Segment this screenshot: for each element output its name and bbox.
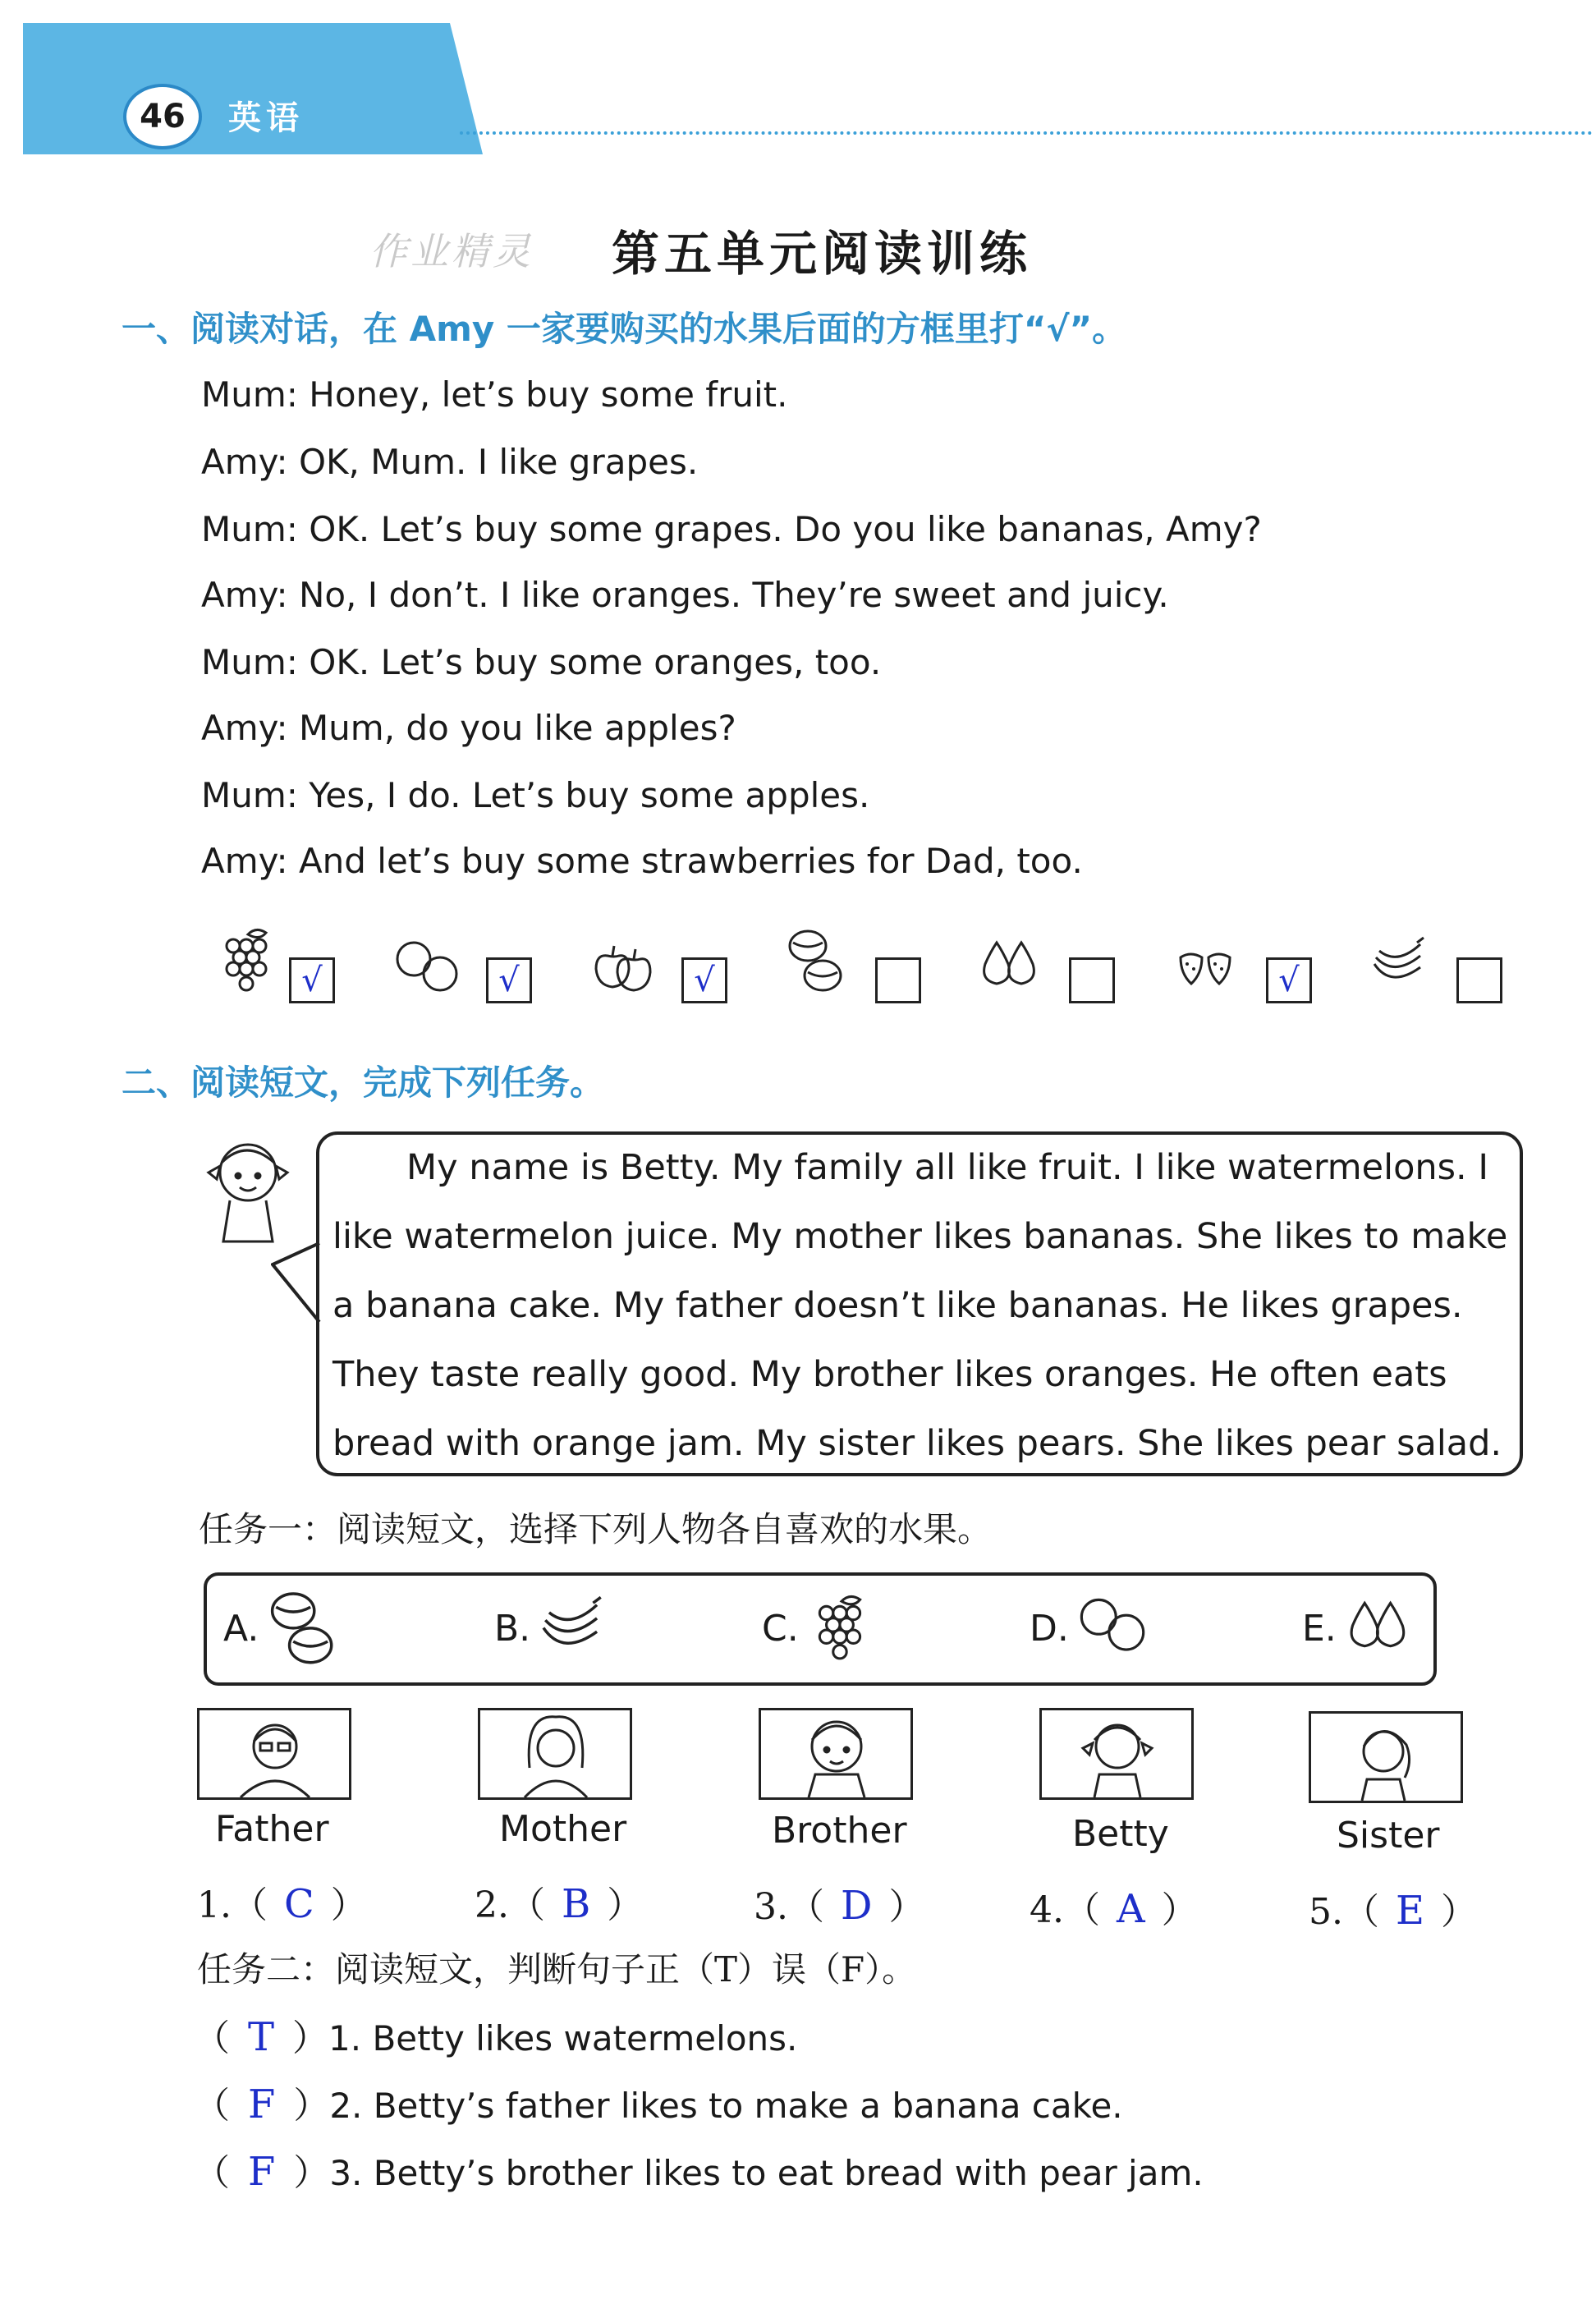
tf-answer[interactable]: F [248, 2081, 276, 2127]
check-box[interactable] [875, 957, 921, 1003]
answer-text: B [561, 1881, 591, 1927]
tf-item: （ F ）2. Betty’s father likes to make a banana cake. [194, 2081, 1123, 2127]
option-label: B. [494, 1608, 531, 1650]
bananas-icon [1368, 931, 1432, 1002]
passage-line: a banana cake. My father doesn’t like bananas. He likes grapes. [332, 1285, 1463, 1326]
dialogue-line: Mum: OK. Let’s buy some grapes. Do you like bananas, Amy? [201, 509, 1262, 549]
check-box[interactable] [1069, 957, 1115, 1003]
passage-line: My name is Betty. My family all like fruit. I like watermelons. I [406, 1147, 1489, 1188]
check-box[interactable]: √ [1266, 957, 1312, 1003]
watermelons-icon [264, 1588, 343, 1670]
watermelons-icon [785, 926, 849, 997]
check-box[interactable]: √ [289, 957, 335, 1003]
dialogue-line: Mum: Honey, let’s buy some fruit. [201, 374, 788, 415]
option-label: A. [223, 1608, 259, 1650]
tf-item: （ F ）3. Betty’s brother likes to eat bread with pear jam. [194, 2149, 1204, 2195]
check-box[interactable]: √ [681, 957, 727, 1003]
oranges-icon [1071, 1593, 1153, 1667]
check-box[interactable]: √ [486, 957, 532, 1003]
person-name: Betty [1072, 1813, 1169, 1855]
sister-picture [1309, 1711, 1463, 1803]
grapes-icon [808, 1583, 874, 1675]
oranges-icon [394, 936, 458, 1007]
passage-line: They taste really good. My brother likes oranges. He often eats [332, 1354, 1447, 1395]
question-number: 5. [1309, 1891, 1343, 1933]
subject-label: 英语 [228, 99, 304, 137]
person-name: Father [215, 1808, 329, 1850]
watermark: 作业精灵 [369, 229, 534, 273]
task1-heading: 任务一：阅读短文，选择下列人物各自喜欢的水果。 [199, 1509, 993, 1549]
tf-answer[interactable]: T [248, 2014, 275, 2060]
tf-item: （ T ）1. Betty likes watermelons. [194, 2014, 798, 2060]
page-title: 第五单元阅读训练 [612, 226, 1033, 282]
option-label: C. [762, 1608, 799, 1650]
section1-heading: 一、阅读对话，在 Amy 一家要购买的水果后面的方框里打“√”。 [122, 309, 1127, 349]
apples-icon [589, 936, 654, 1007]
check-box[interactable] [1456, 957, 1502, 1003]
dialogue-line: Amy: Mum, do you like apples? [201, 708, 736, 748]
dialogue-line: Amy: No, I don’t. I like oranges. They’re sweet and juicy. [201, 575, 1169, 615]
question-number: 4. [1030, 1889, 1064, 1931]
pears-icon [1338, 1596, 1420, 1670]
tf-statement: 3. Betty’s brother likes to eat bread with pear jam. [329, 2153, 1204, 2193]
brother-picture [759, 1708, 913, 1800]
person-name: Brother [772, 1810, 907, 1852]
dialogue-line: Mum: OK. Let’s buy some oranges, too. [201, 642, 882, 682]
dialogue-line: Amy: OK, Mum. I like grapes. [201, 442, 699, 482]
answer-slot[interactable]: 3.（ D ） [754, 1883, 925, 1929]
option-label: D. [1030, 1608, 1069, 1650]
father-picture [197, 1708, 351, 1800]
header-dotted-line [460, 131, 1593, 135]
strawberries-icon [1176, 936, 1240, 1007]
answer-text: D [840, 1883, 873, 1929]
tf-statement: 2. Betty’s father likes to make a banana cake. [329, 2086, 1123, 2126]
pears-icon [979, 936, 1043, 1007]
question-number: 1. [197, 1884, 232, 1926]
task2-heading: 任务二：阅读短文，判断句子正（T）误（F）。 [197, 1949, 917, 1990]
answer-text: E [1395, 1888, 1425, 1934]
answer-slot[interactable]: 2.（ B ） [475, 1881, 644, 1927]
question-number: 2. [475, 1884, 509, 1926]
answer-slot[interactable]: 1.（ C ） [197, 1881, 367, 1927]
page-number: 46 [123, 84, 202, 149]
dialogue-line: Amy: And let’s buy some strawberries for Dad, too. [201, 841, 1083, 881]
person-name: Mother [499, 1808, 627, 1850]
passage-line: like watermelon juice. My mother likes bananas. She likes to make [332, 1216, 1508, 1257]
option-label: E. [1302, 1608, 1337, 1650]
answer-text: A [1116, 1886, 1145, 1932]
section2-heading: 二、阅读短文，完成下列任务。 [122, 1063, 605, 1103]
mother-picture [478, 1708, 632, 1800]
grapes-icon [215, 926, 279, 997]
passage-line: bread with orange jam. My sister likes pears. She likes pear salad. [332, 1423, 1502, 1464]
answer-slot[interactable]: 5.（ E ） [1309, 1888, 1478, 1934]
person-name: Sister [1337, 1815, 1440, 1857]
bananas-icon [534, 1590, 612, 1672]
tf-answer[interactable]: F [248, 2149, 276, 2195]
betty-avatar [197, 1130, 304, 1253]
betty-picture [1039, 1708, 1194, 1800]
dialogue-line: Mum: Yes, I do. Let’s buy some apples. [201, 775, 870, 815]
question-number: 3. [754, 1886, 788, 1928]
tf-statement: 1. Betty likes watermelons. [328, 2018, 798, 2058]
answer-slot[interactable]: 4.（ A ） [1030, 1886, 1198, 1932]
answer-text: C [283, 1881, 314, 1927]
